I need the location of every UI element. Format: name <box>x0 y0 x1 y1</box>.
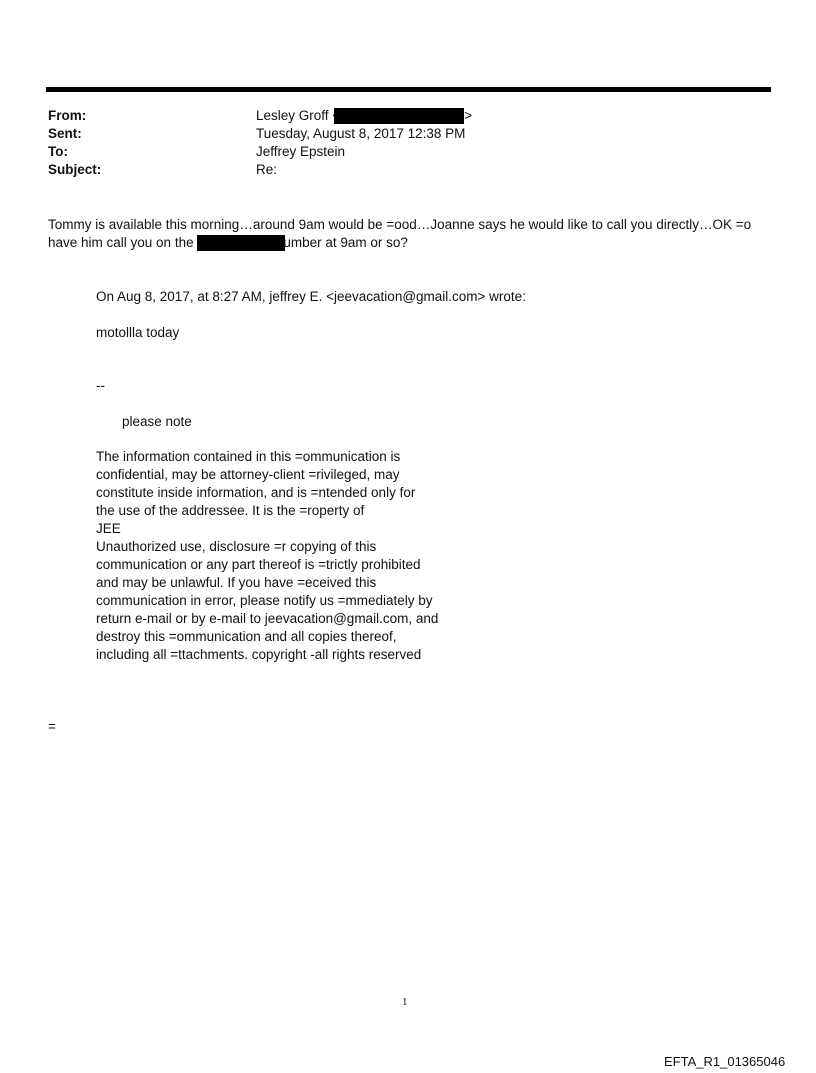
disclaimer-line: the use of the addressee. It is the =roperty of <box>96 503 365 518</box>
disclaimer-line: communication in error, please notify us =mmediately by <box>96 593 433 608</box>
disclaimer-line: including all =ttachments. copyright -all rights reserved <box>96 647 422 662</box>
sent-value: Tuesday, August 8, 2017 12:38 PM <box>256 126 466 141</box>
disclaimer-line: constitute inside information, and is =ntended only for <box>96 485 416 500</box>
disclaimer-line: return e-mail or by e-mail to jeevacation@gmail.com, and <box>96 611 439 626</box>
quoted-attribution: On Aug 8, 2017, at 8:27 AM, jeffrey E. <jeevacation@gmail.com> wrote: <box>96 289 526 304</box>
disclaimer-line: JEE <box>96 521 121 536</box>
body-line-2-start: have him call you on the <box>48 235 194 250</box>
redacted-phone <box>197 235 285 251</box>
message-body <box>48 216 768 252</box>
body-line-1: Tommy is available this morning…around 9am would be =ood…Joanne says he would like to call you directly…OK =o <box>48 217 752 232</box>
trailing-equals: = <box>48 719 56 734</box>
from-close-bracket: > <box>464 108 473 123</box>
signature-separator: -- <box>96 378 105 393</box>
from-label: From: <box>48 108 87 123</box>
header-rule <box>46 87 771 92</box>
redacted-email <box>334 108 464 124</box>
page-number: 1 <box>402 996 408 1008</box>
please-note: please note <box>122 414 192 429</box>
to-value: Jeffrey Epstein <box>256 144 346 159</box>
to-label: To: <box>48 144 68 159</box>
disclaimer <box>96 448 438 664</box>
from-name: Lesley Groff <box>256 108 329 123</box>
disclaimer-line: The information contained in this =ommunication is <box>96 449 401 464</box>
subject-label: Subject: <box>48 162 102 177</box>
subject-value: Re: <box>256 162 278 177</box>
disclaimer-line: Unauthorized use, disclosure =r copying of this <box>96 539 377 554</box>
quoted-message: motollla today <box>96 325 180 340</box>
sent-label: Sent: <box>48 126 82 141</box>
disclaimer-line: communication or any part thereof is =trictly prohibited <box>96 557 421 572</box>
document-id: EFTA_R1_01365046 <box>664 1054 786 1069</box>
disclaimer-line: confidential, may be attorney-client =rivileged, may <box>96 467 400 482</box>
body-line-2 <box>48 234 768 252</box>
from-value <box>256 107 472 125</box>
disclaimer-line: and may be unlawful. If you have =eceived this <box>96 575 377 590</box>
disclaimer-line: destroy this =ommunication and all copies thereof, <box>96 629 397 644</box>
body-line-2-end: umber at 9am or so? <box>283 235 408 250</box>
